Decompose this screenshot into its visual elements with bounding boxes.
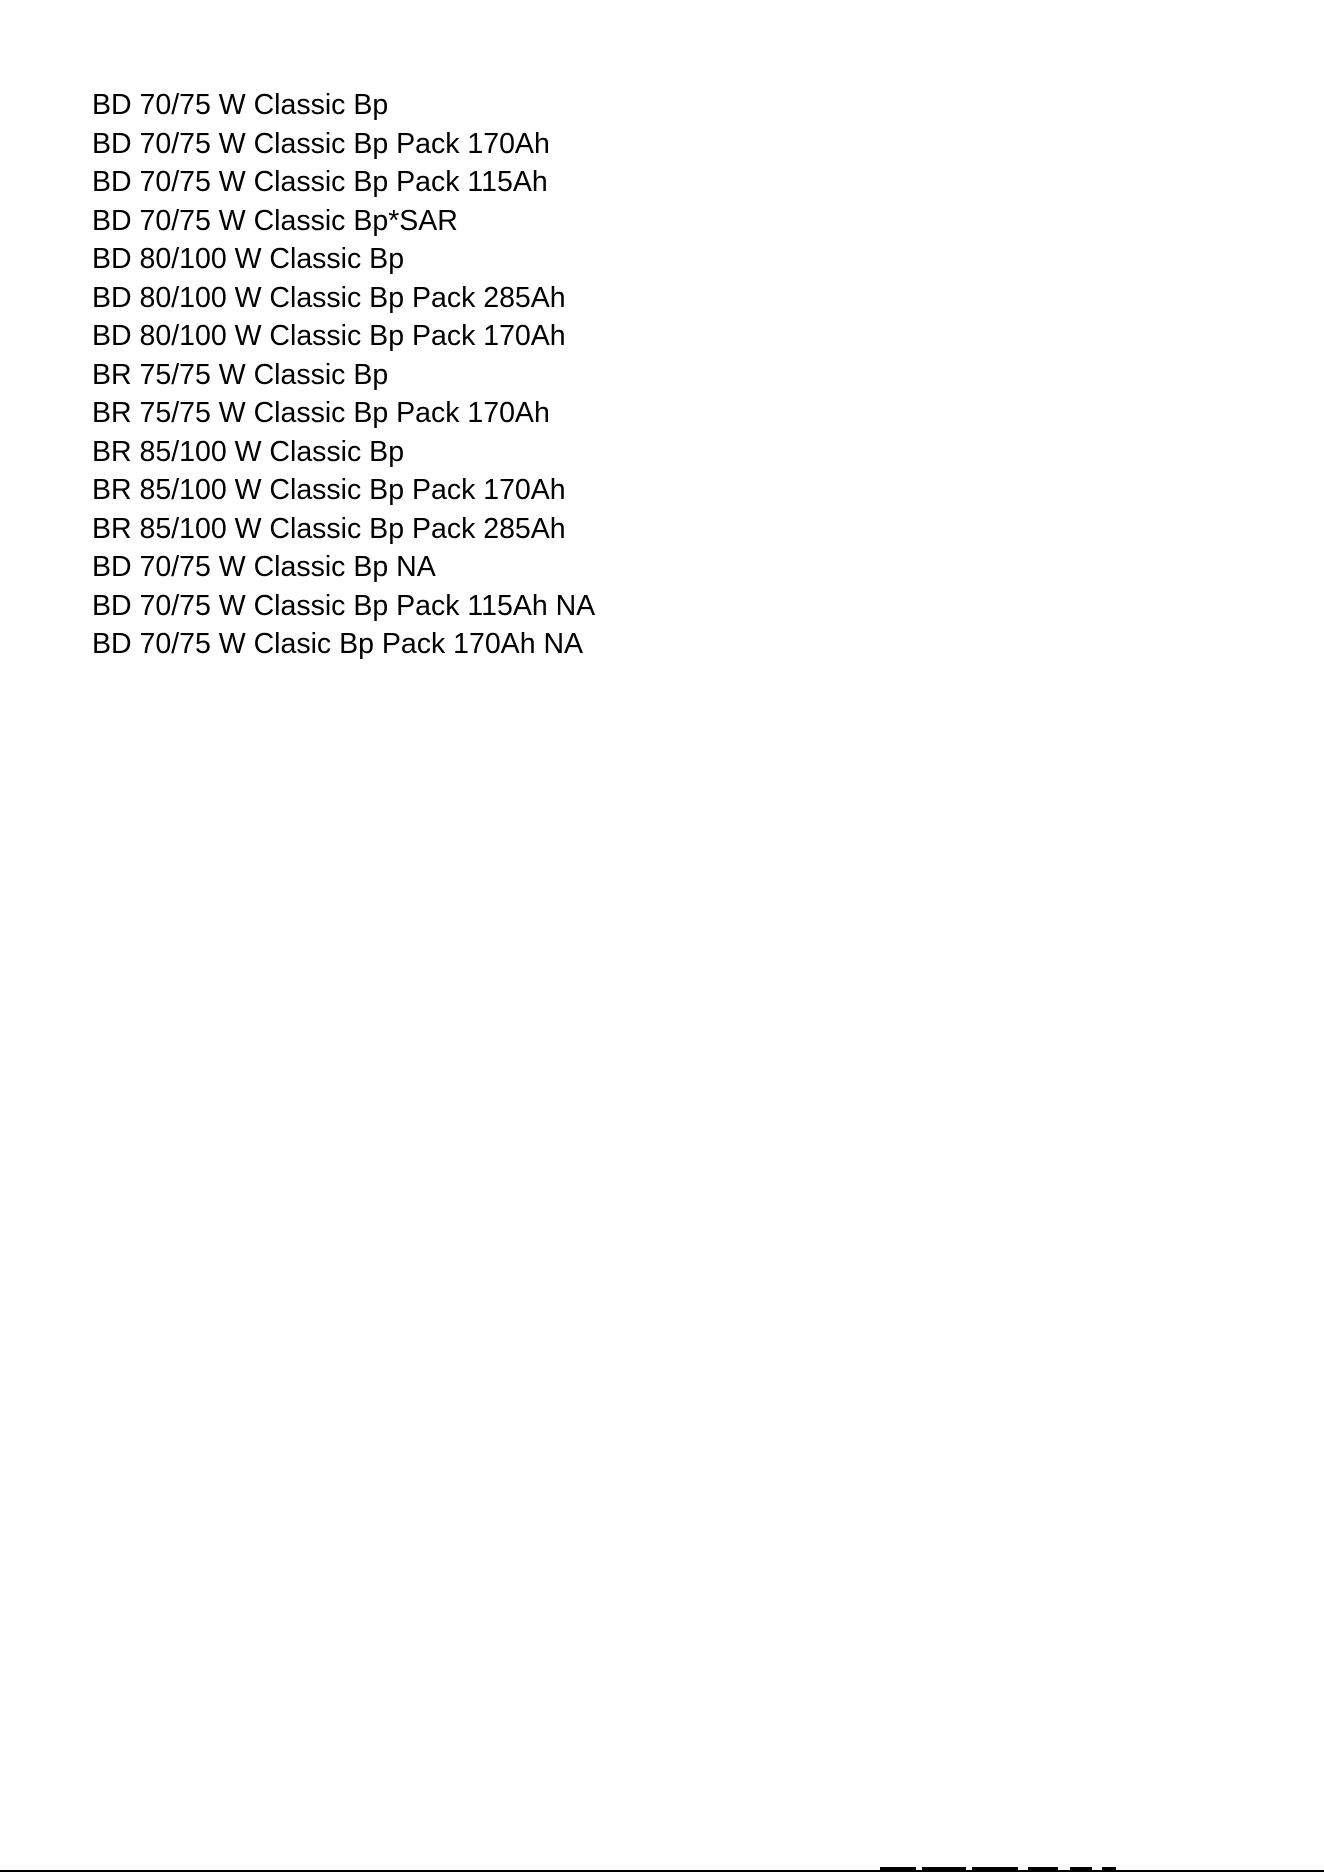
model-item: BD 80/100 W Classic Bp Pack 285Ah: [92, 281, 566, 314]
model-list: [92, 86, 595, 664]
model-item: BD 80/100 W Classic Bp Pack 170Ah: [92, 320, 566, 352]
model-item: BR 85/100 W Classic Bp Pack 285Ah: [92, 512, 566, 545]
model-item: BD 70/75 W Classic Bp Pack 115Ah: [92, 166, 548, 198]
model-item: BD 70/75 W Classic Bp Pack 170Ah: [92, 127, 550, 160]
model-item: BD 70/75 W Clasic Bp Pack 170Ah NA: [92, 628, 584, 660]
model-item: BD 70/75 W Classic Bp NA: [92, 551, 436, 583]
model-item: BR 75/75 W Classic Bp: [92, 358, 389, 391]
model-item: BD 70/75 W Classic Bp Pack 115Ah NA: [92, 589, 596, 622]
model-item: BR 75/75 W Classic Bp Pack 170Ah: [92, 397, 550, 429]
model-item: BD 80/100 W Classic Bp: [92, 243, 405, 275]
model-item: BD 70/75 W Classic Bp: [92, 89, 389, 121]
model-item: BD 70/75 W Classic Bp*SAR: [92, 204, 458, 237]
model-item: BR 85/100 W Classic Bp: [92, 435, 405, 468]
model-item: BR 85/100 W Classic Bp Pack 170Ah: [92, 474, 566, 506]
